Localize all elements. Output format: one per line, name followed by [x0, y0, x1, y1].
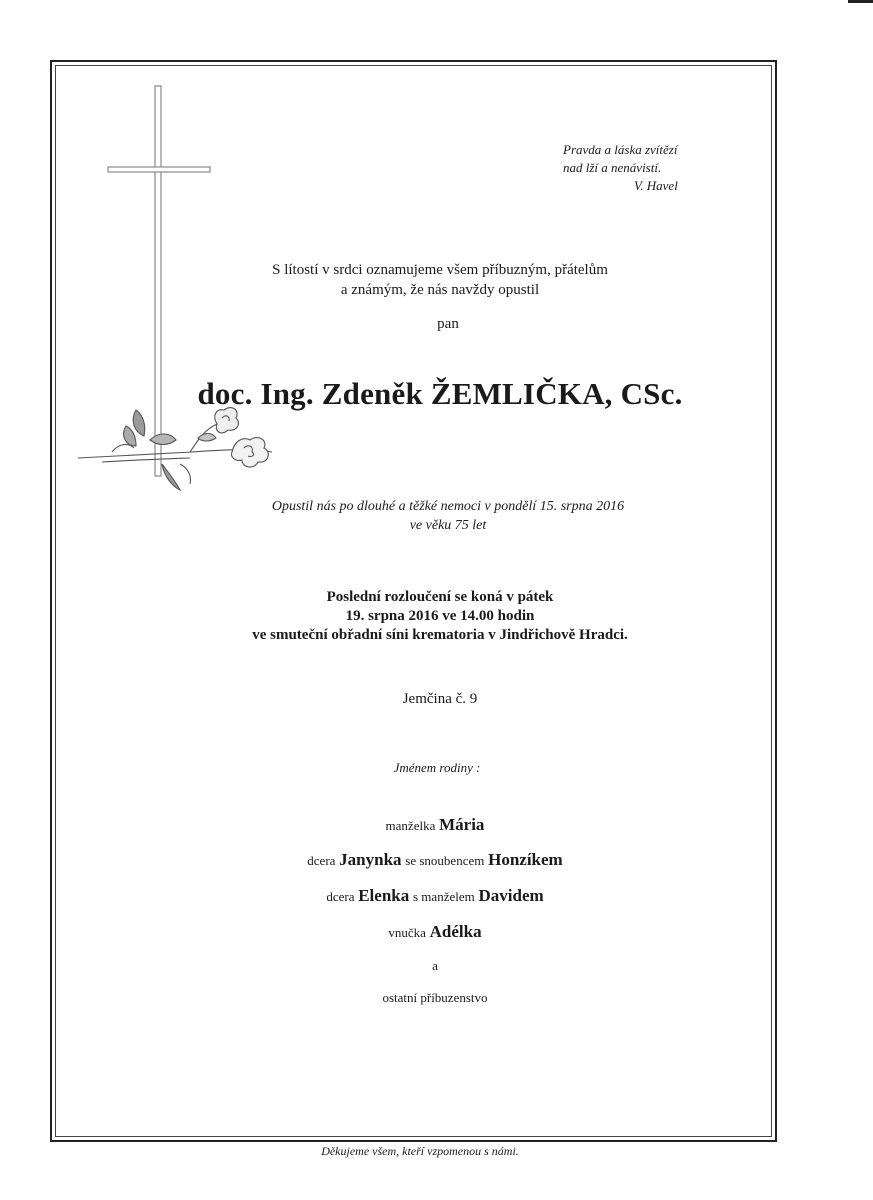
family-row-2-name: Janynka — [339, 850, 402, 869]
funeral-line-2: 19. srpna 2016 ve 14.00 hodin — [345, 608, 535, 624]
deceased-name: doc. Ing. Zdeněk ŽEMLIČKA, CSc. — [197, 376, 683, 411]
family-row-2-relation: dcera — [307, 853, 336, 868]
family-row-3-name: Elenka — [358, 886, 410, 905]
family-row-2-with: se snoubencem — [405, 853, 485, 868]
funeral-line-1: Poslední rozloučení se koná v pátek — [326, 589, 554, 605]
quote-line-1: Pravda a láska zvítězí — [563, 142, 678, 157]
death-line-1: Opustil nás po dlouhé a těžké nemoci v pondělí 15. srpna 2016 — [271, 499, 625, 514]
intro-line-2: a známým, že nás navždy opustil — [340, 282, 540, 298]
family-row-2 — [45, 850, 825, 870]
family-row-4-name: Adélka — [429, 922, 482, 941]
quote-block — [563, 141, 763, 195]
thanks-note: Děkujeme všem, kteří vzpomenou s námi. — [321, 1144, 519, 1158]
family-row-1-relation: manželka — [385, 818, 436, 833]
family-row-4 — [45, 922, 825, 942]
quote-author: V. Havel — [634, 178, 678, 193]
rose-icon — [78, 408, 272, 490]
funeral-line-3: ve smuteční obřadní síni krematoria v Jindřichově Hradci. — [252, 627, 628, 643]
family-row-1 — [45, 815, 825, 835]
family-heading: Jménem rodiny : — [393, 760, 481, 775]
family-row-2-partner: Honzíkem — [488, 850, 563, 869]
family-row-3 — [45, 886, 825, 906]
family-row-3-with: s manželem — [413, 889, 475, 904]
address: Jemčina č. 9 — [402, 691, 478, 707]
family-row-3-partner: Davidem — [478, 886, 544, 905]
funeral-details — [50, 588, 830, 645]
family-row-1-name: Mária — [439, 815, 485, 834]
family-others: ostatní příbuzenstvo — [382, 990, 488, 1005]
family-row-3-relation: dcera — [326, 889, 355, 904]
announcement-intro — [50, 260, 830, 300]
family-conjunction: a — [432, 958, 438, 973]
death-notice — [58, 497, 838, 535]
scan-corner-mark — [848, 0, 873, 3]
family-row-4-relation: vnučka — [388, 925, 426, 940]
salutation: pan — [437, 316, 459, 332]
intro-line-1: S lítostí v srdci oznamujeme všem příbuzným, přátelům — [272, 262, 608, 278]
quote-line-2: nad lží a nenávistí. — [563, 160, 662, 175]
death-line-2: ve věku 75 let — [409, 518, 487, 533]
